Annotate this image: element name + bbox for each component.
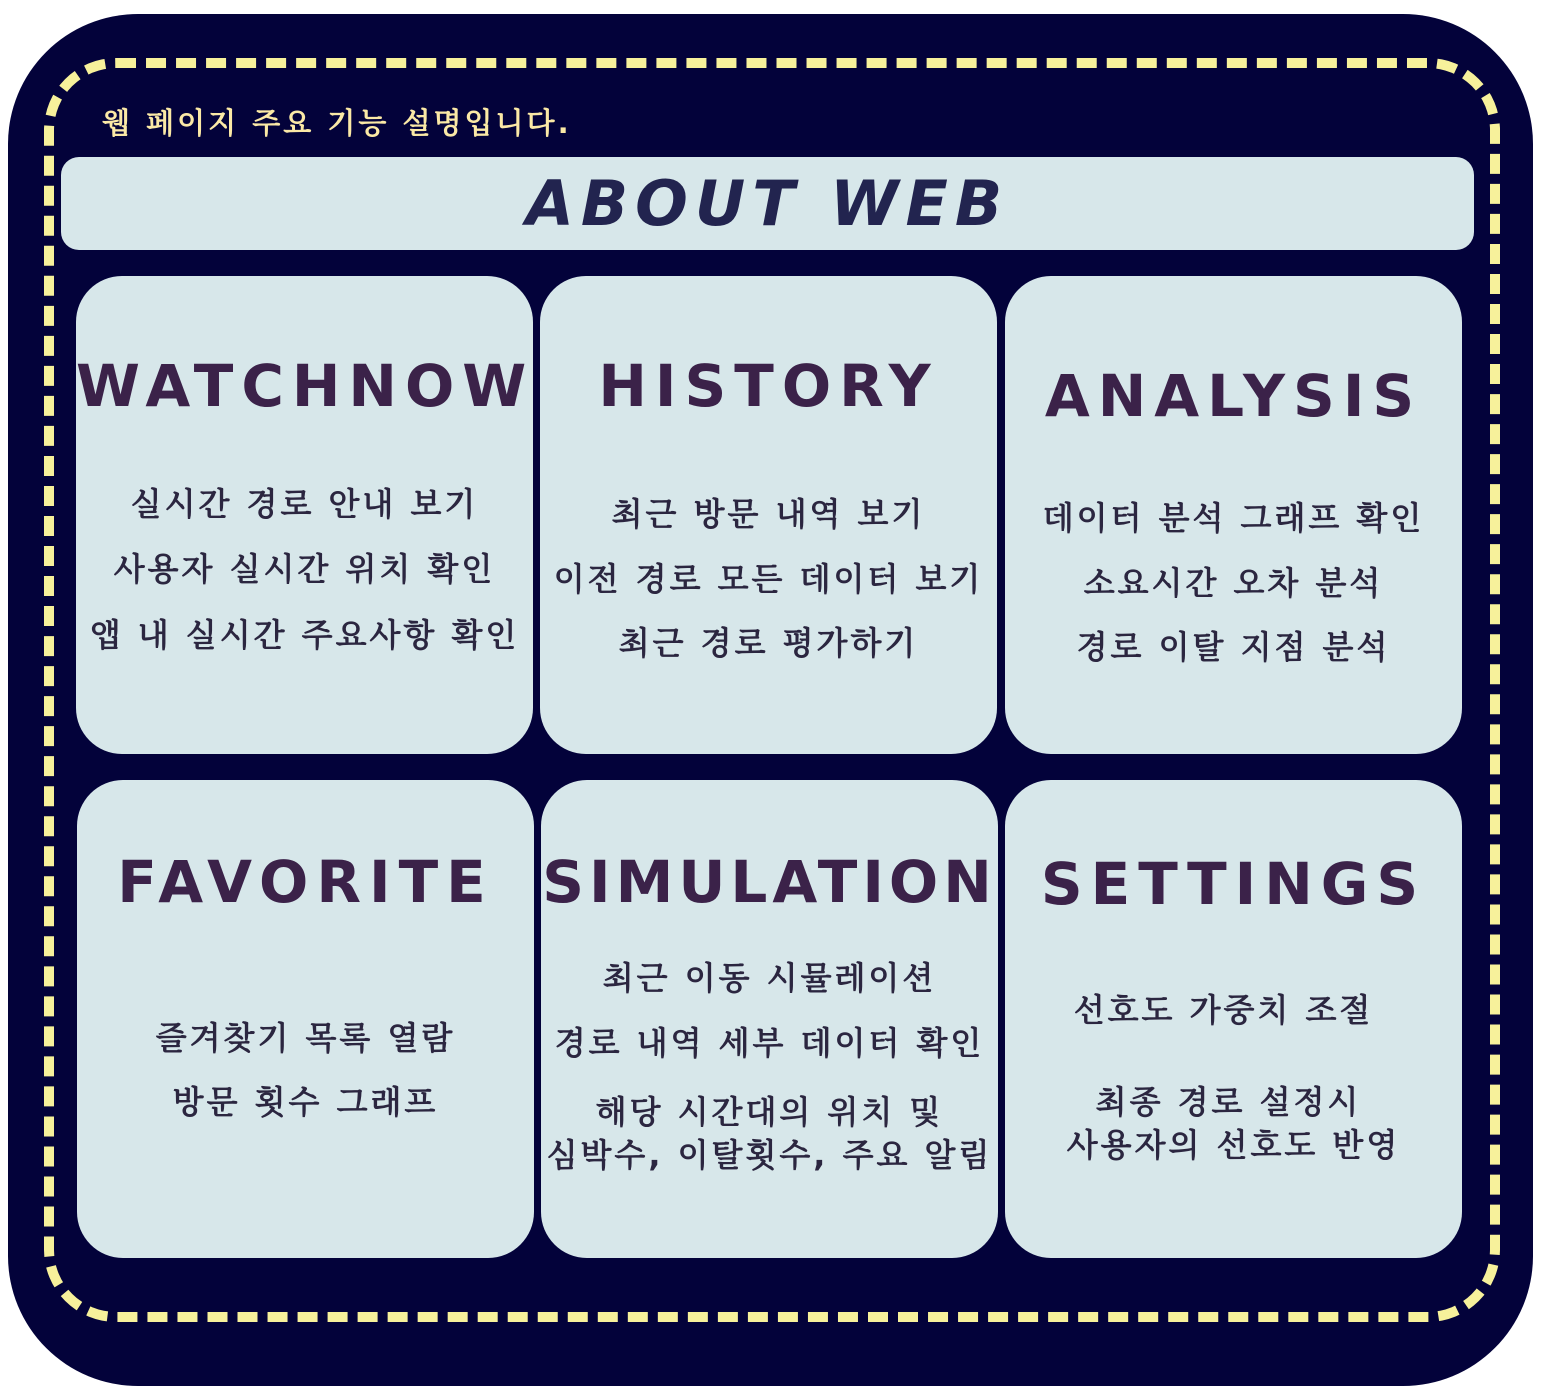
card-line: 소요시간 오차 분석 <box>1083 564 1384 602</box>
page-subtitle: 웹 페이지 주요 기능 설명입니다. <box>102 106 572 140</box>
card-line: 경로 이탈 지점 분석 <box>1076 628 1391 666</box>
header-title: ABOUT WEB <box>525 167 1010 240</box>
card-line: 최근 방문 내역 보기 <box>611 495 926 533</box>
card-line: 최근 경로 평가하기 <box>618 624 919 662</box>
card-title: SETTINGS <box>1040 850 1427 918</box>
card-settings <box>1005 780 1462 1258</box>
card-title: HISTORY <box>598 352 939 420</box>
card-line: 경로 내역 세부 데이터 확인 <box>554 1024 985 1062</box>
card-simulation <box>541 780 998 1258</box>
card-line: 해당 시간대의 위치 및 <box>595 1093 944 1131</box>
card-line: 선호도 가중치 조절 <box>1073 991 1374 1029</box>
card-favorite <box>77 780 534 1258</box>
card-title: SIMULATION <box>542 848 997 916</box>
card-line: 심박수, 이탈횟수, 주요 알림 <box>546 1136 993 1174</box>
card-line: 즐겨찾기 목록 열람 <box>155 1019 456 1057</box>
card-analysis <box>1005 276 1462 754</box>
header-banner <box>61 157 1474 250</box>
card-line: 최종 경로 설정시 <box>1095 1083 1362 1121</box>
card-line: 데이터 분석 그래프 확인 <box>1042 499 1425 537</box>
card-title: ANALYSIS <box>1044 362 1423 430</box>
card-line: 실시간 경로 안내 보기 <box>130 485 479 523</box>
card-line: 사용자 실시간 위치 확인 <box>113 550 496 588</box>
card-history <box>540 276 997 754</box>
card-title: FAVORITE <box>117 848 494 916</box>
card-watchnow <box>76 276 533 754</box>
card-line: 최근 이동 시뮬레이션 <box>602 959 937 997</box>
card-line: 앱 내 실시간 주요사항 확인 <box>89 616 520 654</box>
card-line: 방문 횟수 그래프 <box>172 1083 439 1121</box>
card-line: 이전 경로 모든 데이터 보기 <box>553 560 984 598</box>
card-line: 사용자의 선호도 반영 <box>1066 1126 1401 1164</box>
card-title: WATCHNOW <box>76 352 535 420</box>
